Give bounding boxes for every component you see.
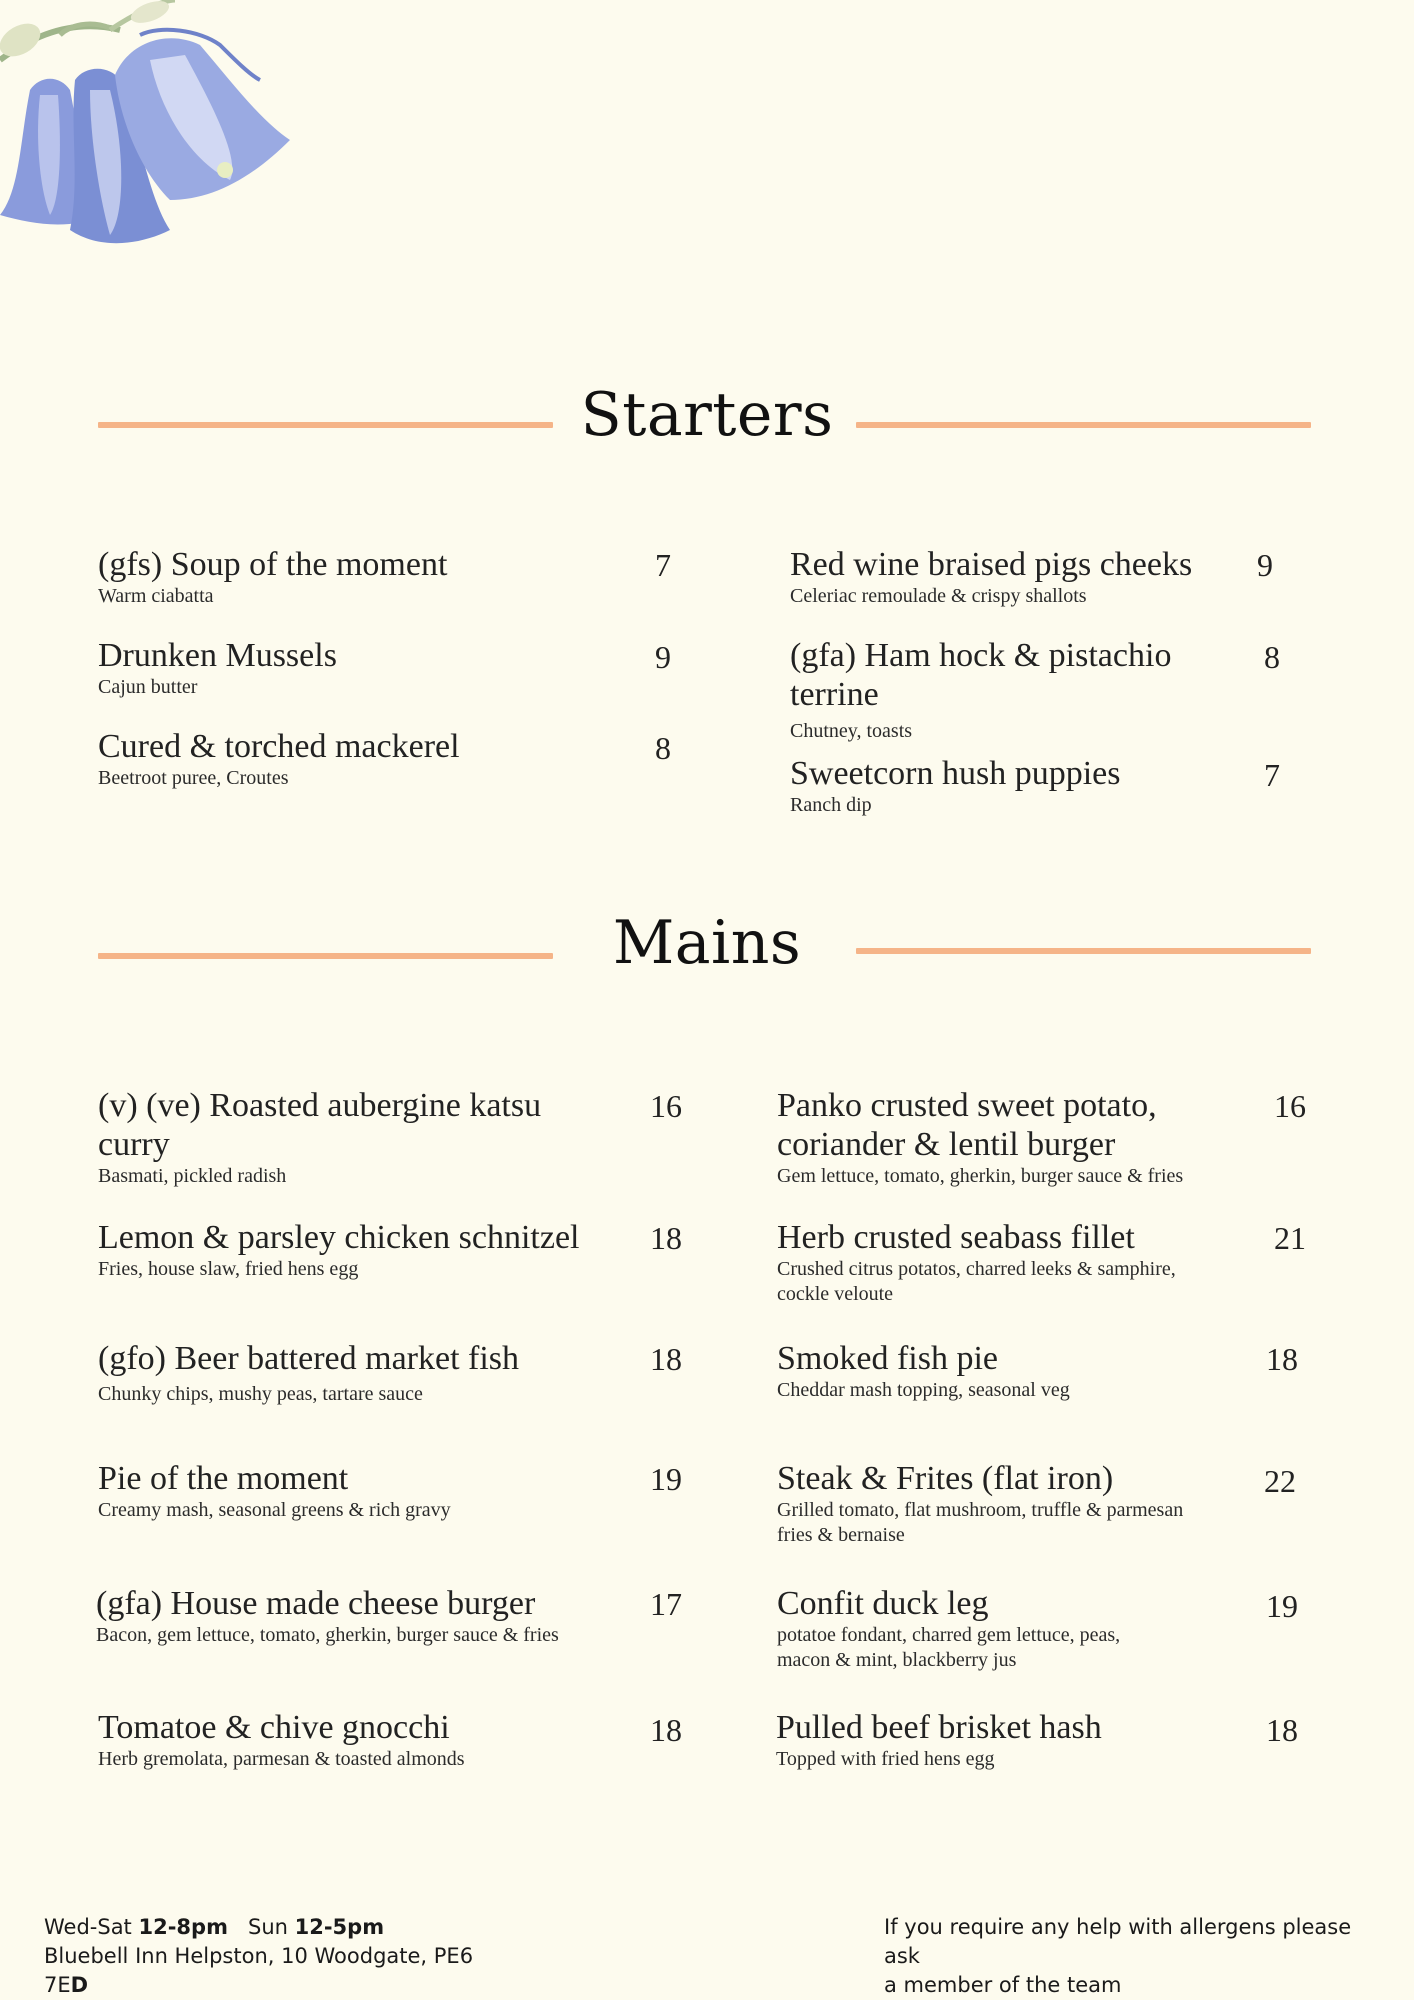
item-name: Tomatoe & chive gnocchi <box>98 1709 450 1746</box>
item-description: Chunky chips, mushy peas, tartare sauce <box>98 1383 423 1405</box>
menu-item <box>98 545 638 609</box>
item-price: 7 <box>1264 757 1280 793</box>
item-description-continued: fries & bernaise <box>777 1524 905 1546</box>
menu-item <box>790 754 1230 818</box>
menu-item <box>777 1459 1257 1548</box>
allergen-line-1: If you require any help with allergens please ask <box>884 1915 1352 1968</box>
menu-item <box>790 545 1230 609</box>
item-name: Herb crusted seabass fillet <box>777 1219 1135 1256</box>
opening-hours <box>44 1913 504 1942</box>
item-name-continued: coriander & lentil burger <box>777 1126 1116 1163</box>
item-name: Drunken Mussels <box>98 637 337 674</box>
menu-item <box>98 636 638 700</box>
item-name: Sweetcorn hush puppies <box>790 755 1121 792</box>
item-name: Smoked fish pie <box>777 1340 998 1377</box>
mains-title: Mains <box>612 908 802 978</box>
menu-item <box>98 727 638 791</box>
item-name-continued: terrine <box>790 676 879 713</box>
item-name: (gfa) Ham hock & pistachio <box>790 637 1172 674</box>
item-description-continued: macon & mint, blackberry jus <box>777 1649 1017 1671</box>
menu-item <box>790 636 1230 744</box>
menu-item <box>98 1459 658 1523</box>
allergen-notice <box>884 1913 1384 2000</box>
hours-wed-sat: 12-8pm <box>138 1915 228 1939</box>
mains-rule-right <box>856 948 1311 954</box>
item-name-continued: curry <box>98 1126 170 1163</box>
item-description: Warm ciabatta <box>98 585 214 607</box>
item-price: 19 <box>650 1461 682 1497</box>
item-description: Fries, house slaw, fried hens egg <box>98 1258 359 1280</box>
menu-item <box>777 1339 1257 1403</box>
postcode-part: 7E <box>44 1973 71 1997</box>
days-sun: Sun <box>247 1915 295 1939</box>
menu-item <box>777 1218 1257 1307</box>
item-name: Cured & torched mackerel <box>98 728 460 765</box>
item-price: 8 <box>1264 639 1280 675</box>
item-name: Lemon & parsley chicken schnitzel <box>98 1219 580 1256</box>
item-price: 18 <box>1266 1341 1298 1377</box>
menu-item <box>98 1339 658 1407</box>
item-description: Gem lettuce, tomato, gherkin, burger sauce & fries <box>777 1165 1184 1187</box>
menu-item <box>98 1086 658 1189</box>
hours-sun: 12-5pm <box>294 1915 385 1939</box>
postcode-last-letter: D <box>70 1973 89 1997</box>
item-name: Confit duck leg <box>777 1585 989 1622</box>
item-name: (v) (ve) Roasted aubergine katsu <box>98 1087 542 1124</box>
item-description: Ranch dip <box>790 794 872 816</box>
item-price: 7 <box>655 547 671 583</box>
item-description: potatoe fondant, charred gem lettuce, peas, <box>777 1624 1121 1646</box>
item-price: 19 <box>1266 1588 1298 1624</box>
starters-rule-right <box>856 422 1311 428</box>
item-description: Cajun butter <box>98 676 198 698</box>
item-price: 18 <box>650 1341 682 1377</box>
item-description: Basmati, pickled radish <box>98 1165 287 1187</box>
item-name: Pie of the moment <box>98 1460 349 1497</box>
menu-item <box>776 1708 1256 1772</box>
item-name: Red wine braised pigs cheeks <box>790 546 1193 583</box>
opening-hours-and-address <box>44 1913 504 2000</box>
item-price: 18 <box>650 1712 682 1748</box>
address-line-1: Bluebell Inn Helpston, 10 Woodgate, PE6 <box>44 1944 474 1968</box>
item-price: 18 <box>1266 1712 1298 1748</box>
item-price: 21 <box>1274 1220 1306 1256</box>
days-wed-sat: Wed-Sat <box>44 1915 139 1939</box>
item-price: 9 <box>655 639 671 675</box>
item-description: Crushed citrus potatos, charred leeks & samphire, <box>777 1258 1176 1280</box>
item-description: Herb gremolata, parmesan & toasted almonds <box>98 1748 465 1770</box>
item-price: 16 <box>1274 1088 1306 1124</box>
starters-title: Starters <box>580 380 834 450</box>
item-name: (gfo) Beer battered market fish <box>98 1340 520 1377</box>
item-price: 8 <box>655 730 671 766</box>
item-price: 22 <box>1264 1463 1296 1499</box>
item-description: Creamy mash, seasonal greens & rich gravy <box>98 1499 451 1521</box>
item-description: Topped with fried hens egg <box>776 1748 995 1770</box>
menu-item <box>96 1584 676 1648</box>
item-name: Pulled beef brisket hash <box>776 1709 1102 1746</box>
address-line-2 <box>44 1971 504 2000</box>
item-description: Beetroot puree, Croutes <box>98 767 289 789</box>
item-description: Grilled tomato, flat mushroom, truffle & parmesan <box>777 1499 1184 1521</box>
item-description: Chutney, toasts <box>790 720 913 742</box>
item-description: Cheddar mash topping, seasonal veg <box>777 1379 1070 1401</box>
starters-header <box>0 380 1414 470</box>
item-price: 16 <box>650 1088 682 1124</box>
item-name: Panko crusted sweet potato, <box>777 1087 1157 1124</box>
menu-item <box>777 1584 1257 1673</box>
item-price: 9 <box>1257 547 1273 583</box>
menu-item <box>98 1708 658 1772</box>
item-price: 17 <box>650 1586 682 1622</box>
item-price: 18 <box>650 1220 682 1256</box>
item-name: (gfa) House made cheese burger <box>96 1585 536 1622</box>
item-name: Steak & Frites (flat iron) <box>777 1460 1114 1497</box>
item-description: Bacon, gem lettuce, tomato, gherkin, burger sauce & fries <box>96 1624 559 1646</box>
allergen-line-2: a member of the team <box>884 1973 1122 1997</box>
item-name: (gfs) Soup of the moment <box>98 546 448 583</box>
menu-item <box>777 1086 1257 1189</box>
bluebell-flower-illustration <box>0 0 300 270</box>
mains-header <box>0 908 1414 998</box>
item-description-continued: cockle veloute <box>777 1283 894 1305</box>
item-description: Celeriac remoulade & crispy shallots <box>790 585 1087 607</box>
menu-item <box>98 1218 658 1282</box>
